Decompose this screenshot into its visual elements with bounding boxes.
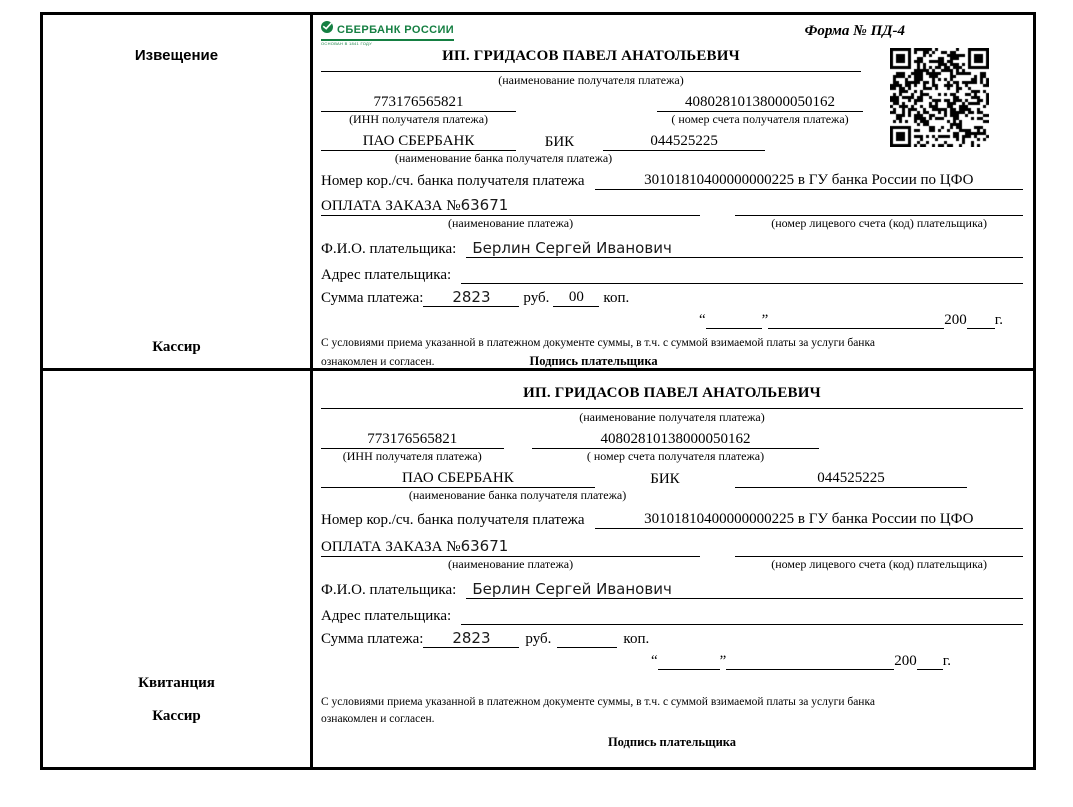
- kop-label: коп.: [603, 290, 630, 306]
- year-prefix-2: 200: [894, 653, 917, 669]
- sberbank-logo-tagline: ОСНОВАН В 1841 ГОДУ: [321, 41, 372, 46]
- bank-bik-row-2: [321, 470, 1023, 488]
- inn-field: [321, 94, 516, 127]
- payer-address-row: [321, 264, 1023, 284]
- corr-value-2: 30101810400000000225 в ГУ банка России по ЦФО: [595, 511, 1023, 529]
- notice-section: [313, 15, 1033, 371]
- amount-rub-value: 2823: [423, 288, 519, 307]
- rub-label: руб.: [523, 290, 550, 306]
- bik-value: 044525225: [603, 133, 766, 151]
- quote-close-2: ”: [719, 653, 727, 669]
- bik-label: БИК: [544, 134, 575, 150]
- amount-rub-value-2: 2823: [423, 629, 519, 648]
- inn-account-row-2: [321, 431, 1023, 464]
- payment-purpose-prefix: ОПЛАТА ЗАКАЗА №: [321, 198, 461, 214]
- corr-account-row: [321, 172, 1023, 190]
- payer-fio-value: Берлин Сергей Иванович: [466, 239, 1023, 258]
- agreement-text-2: [321, 694, 1023, 751]
- account-value: 40802810138000050162: [657, 94, 863, 112]
- bank-bik-row: [321, 133, 863, 151]
- payee-name-label-2: (наименование получателя платежа): [579, 410, 765, 424]
- notice-stub: [43, 15, 313, 371]
- payer-address-label-2: Адрес плательщика:: [321, 608, 452, 624]
- payment-purpose-row-2: [321, 537, 1023, 557]
- inn-label: (ИНН получателя платежа): [349, 112, 489, 126]
- corr-label-2: Номер кор./сч. банка получателя платежа: [321, 512, 585, 528]
- amount-label-2: Сумма платежа:: [321, 631, 424, 647]
- payment-name-label-2: (наименование платежа): [447, 557, 574, 571]
- quote-open-2: “: [650, 653, 658, 669]
- payer-fio-label: Ф.И.О. плательщика:: [321, 241, 457, 257]
- bank-name-value-2: ПАО СБЕРБАНК: [321, 470, 595, 488]
- quote-close: ”: [761, 312, 769, 328]
- notice-header: [321, 21, 1023, 47]
- payer-fio-label-2: Ф.И.О. плательщика:: [321, 582, 457, 598]
- bik-label-2: БИК: [650, 471, 680, 487]
- payer-fio-row: [321, 239, 1023, 258]
- payer-address-value-2: [461, 605, 1023, 625]
- receipt-cashier-label: Кассир: [152, 708, 201, 724]
- date-row: [321, 311, 1003, 329]
- payer-fio-row-2: [321, 580, 1023, 599]
- date-year-line: [967, 311, 995, 329]
- date-day-line-2: [658, 652, 720, 670]
- account-label: ( номер счета получателя платежа): [671, 112, 849, 126]
- year-prefix: 200: [944, 312, 967, 328]
- quote-open: “: [698, 312, 706, 328]
- date-month-line-2: [726, 652, 894, 670]
- notice-stub-title: Извещение: [134, 47, 219, 64]
- payment-name-label: (наименование платежа): [447, 216, 574, 230]
- bank-name-value: ПАО СБЕРБАНК: [321, 133, 516, 151]
- payee-name-label: (наименование получателя платежа): [498, 73, 684, 87]
- order-number-value-2: 63671: [460, 537, 509, 555]
- amount-label: Сумма платежа:: [321, 290, 424, 306]
- account-label-2: ( номер счета получателя платежа): [586, 449, 765, 463]
- notice-cashier-label: Кассир: [152, 339, 201, 355]
- date-row-2: [321, 652, 951, 670]
- agreement-line2-2: ознакомлен и согласен.: [321, 713, 435, 726]
- receipt-section: [313, 371, 1033, 767]
- sberbank-logo: [321, 21, 454, 46]
- payer-address-value: [461, 264, 1023, 284]
- agreement-line1-2: С условиями приема указанной в платежном документе суммы, в т.ч. с суммой взимаемой платы за услуги банка: [321, 696, 875, 708]
- amount-kop-value-2: [557, 647, 617, 648]
- receipt-stub-title: Квитанция: [138, 675, 215, 691]
- rub-label-2: руб.: [525, 631, 552, 647]
- year-suffix: г.: [994, 312, 1003, 328]
- kop-label-2: коп.: [623, 631, 650, 647]
- agreement-line2: ознакомлен и согласен.: [321, 356, 435, 369]
- payment-purpose-prefix-2: ОПЛАТА ЗАКАЗА №: [321, 539, 461, 555]
- year-suffix-2: г.: [942, 653, 951, 669]
- signature-label-2: Подпись плательщика: [607, 734, 737, 749]
- date-year-line-2: [917, 652, 943, 670]
- account-value-2: 40802810138000050162: [532, 431, 820, 449]
- bank-name-label: (наименование банка получателя платежа): [394, 151, 613, 165]
- form-code-label: Форма № ПД-4: [804, 23, 905, 39]
- corr-account-row-2: [321, 511, 1023, 529]
- payee-title: ИП. ГРИДАСОВ ПАВЕЛ АНАТОЛЬЕВИЧ: [321, 48, 861, 72]
- personal-account-field: [735, 196, 1023, 216]
- payment-purpose-labels-2: [321, 557, 1023, 572]
- amount-row: [321, 288, 1023, 307]
- payer-address-row-2: [321, 605, 1023, 625]
- amount-kop-value: 00: [553, 289, 599, 307]
- payment-purpose-labels: [321, 216, 1023, 231]
- payment-form-pd4: [40, 12, 1036, 770]
- corr-label: Номер кор./сч. банка получателя платежа: [321, 173, 585, 189]
- inn-label-2: (ИНН получателя платежа): [342, 449, 482, 463]
- sberbank-emblem-icon: [321, 21, 333, 38]
- qr-code: [890, 48, 989, 147]
- personal-account-field-2: [735, 537, 1023, 557]
- inn-value-2: 773176565821: [321, 431, 504, 449]
- signature-label: Подпись плательщика: [529, 354, 658, 369]
- corr-value: 30101810400000000225 в ГУ банка России по ЦФО: [595, 172, 1023, 190]
- payee-title-2: ИП. ГРИДАСОВ ПАВЕЛ АНАТОЛЬЕВИЧ: [321, 385, 1023, 409]
- payer-address-label: Адрес плательщика:: [321, 267, 452, 283]
- inn-value: 773176565821: [321, 94, 516, 112]
- payment-purpose-row: [321, 196, 1023, 216]
- payment-purpose-field-2: [321, 537, 700, 557]
- order-number-value: 63671: [460, 196, 509, 214]
- sberbank-logo-text: СБЕРБАНК РОССИИ: [337, 23, 455, 36]
- account-field: [657, 94, 863, 127]
- inn-account-row: [321, 94, 863, 127]
- account-field-2: [532, 431, 820, 464]
- amount-row-2: [321, 629, 1023, 648]
- receipt-stub: [43, 371, 313, 767]
- agreement-line1: С условиями приема указанной в платежном документе суммы, в т.ч. с суммой взимаемой платы за услуги банка: [321, 337, 875, 349]
- agreement-text: [321, 335, 1023, 372]
- payment-purpose-field: [321, 196, 700, 216]
- inn-field-2: [321, 431, 504, 464]
- date-month-line: [768, 311, 944, 329]
- bik-value-2: 044525225: [735, 470, 967, 488]
- personal-account-label: (номер лицевого счета (код) плательщика): [771, 216, 987, 230]
- payer-fio-value-2: Берлин Сергей Иванович: [466, 580, 1023, 599]
- date-day-line: [706, 311, 762, 329]
- bank-name-label-2: (наименование банка получателя платежа): [408, 488, 627, 502]
- personal-account-label-2: (номер лицевого счета (код) плательщика): [771, 557, 987, 571]
